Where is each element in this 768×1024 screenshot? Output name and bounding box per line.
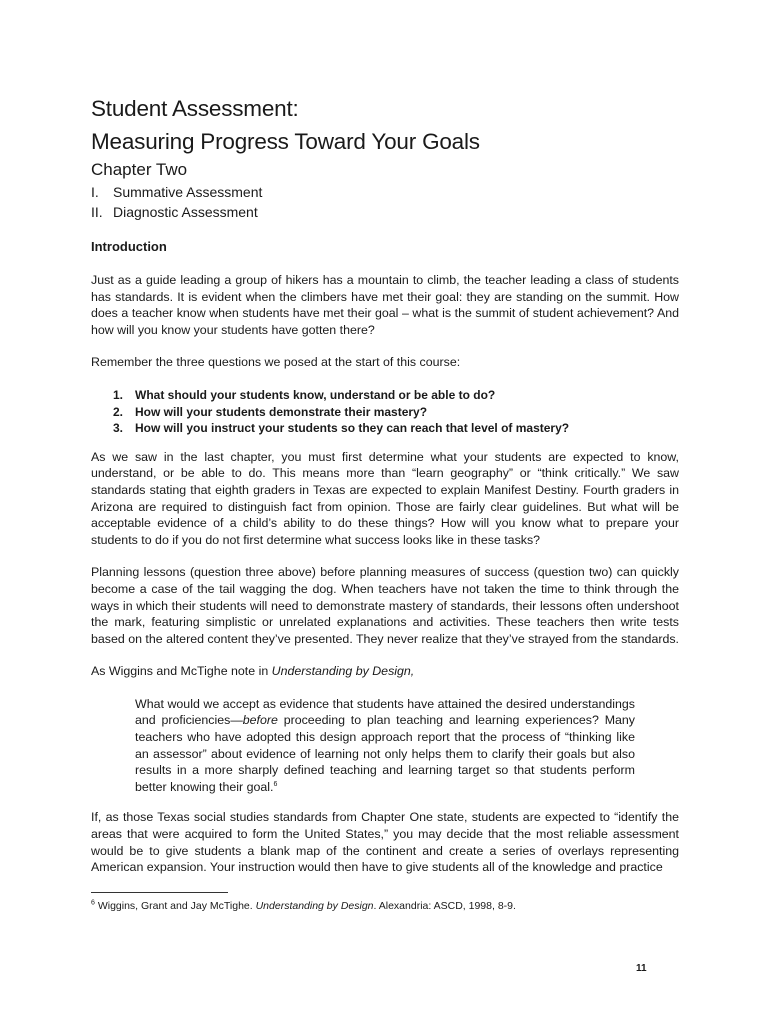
question-text: How will your students demonstrate their mastery?	[135, 404, 428, 419]
paragraph-5-lead: As Wiggins and McTighe note in	[91, 664, 272, 679]
quote-part-a: What would we accept as evidence that students have attained the desired understandings and proficiencies—	[135, 696, 635, 728]
chapter-label: Chapter Two	[91, 160, 188, 179]
question-number: 3.	[113, 421, 124, 436]
quote-part-b: proceeding to plan teaching and learning experiences? Many teachers who have adopted this design approach report that the process of “thinking like an assessor” about evidence of learning not only helps them to clarify their goals but also results in a more sharply defined teaching and learning target so that students perform better knowing their goal.	[135, 713, 635, 794]
toc-item-1	[91, 182, 679, 202]
quote-emphasis: before	[242, 713, 278, 728]
questions-list	[91, 387, 679, 437]
book-title: Understanding by Design,	[271, 664, 415, 679]
paragraph-6: If, as those Texas social studies standards from Chapter One state, students are expected to “identify the areas that were acquired to form the United States,” you may decide that the most reliable assessment would be to give students a blank map of the continent and create a series of overlays representing American expansion. Your instruction would then have to give students all of the knowledge and practice	[91, 810, 679, 875]
paragraph-3: As we saw in the last chapter, you must first determine what your students are expected to know, understand, or be able to do. This means more than “learn geography” or “think critically.” We saw standards stating that eighth graders in Texas are expected to explain Manifest Destiny. Fourth graders in Arizona are required to distinguish fact from opinion. Those are fairly clear guidelines. But what will be acceptable evidence of a child’s ability to do these things? How will you know what to prepare your students to do if you do not first determine what success looks like in these tasks?	[91, 449, 679, 547]
paragraph-4: Planning lessons (question three above) before planning measures of success (question two) can quickly become a case of the tail wagging the dog. When teachers have not taken the time to think through the ways in which their students will need to demonstrate mastery of standards, their lessons often undershoot the mark, featuring simplistic or unrelated explanations and activities. These teachers then write tests based on the altered content they’ve presented. They never realize that they’ve strayed from the standards.	[91, 565, 679, 646]
paragraph-5	[91, 663, 679, 680]
page-title-line-2: Measuring Progress Toward Your Goals	[91, 129, 480, 154]
footnote-tail: . Alexandria: ASCD, 1998, 8-9.	[373, 899, 516, 912]
footnote	[91, 899, 679, 913]
footnote-reference[interactable]: 6	[273, 780, 278, 788]
question-item-3	[91, 420, 679, 437]
question-item-2	[91, 404, 679, 421]
paragraph-1: Just as a guide leading a group of hikers has a mountain to climb, the teacher leading a class of students has standards. It is evident when the climbers have met their goal: they are standing on the summit. How does a teacher know when students have met their goal – what is the summit of student achievement? And how will you know your students have gotten there?	[91, 273, 679, 337]
toc-item-number: II.	[91, 204, 103, 220]
footnote-title: Understanding by Design	[255, 899, 374, 912]
question-text: How will you instruct your students so they can reach that level of mastery?	[135, 421, 570, 436]
question-item-1	[91, 387, 679, 404]
page-title-line-1: Student Assessment:	[91, 96, 299, 121]
question-number: 2.	[113, 404, 124, 419]
question-text: What should your students know, understand or be able to do?	[135, 387, 496, 402]
page-number: 11	[636, 963, 647, 974]
paragraph-2: Remember the three questions we posed at the start of this course:	[91, 355, 461, 370]
toc-item-label: Summative Assessment	[113, 184, 263, 200]
footnote-lead: Wiggins, Grant and Jay McTighe.	[94, 899, 256, 912]
toc-item-number: I.	[91, 184, 99, 200]
toc-item-2	[91, 202, 679, 222]
block-quote	[91, 696, 679, 796]
document-page	[91, 92, 679, 913]
section-heading-introduction: Introduction	[91, 239, 167, 254]
footnote-divider	[91, 892, 228, 893]
toc-item-label: Diagnostic Assessment	[113, 204, 258, 220]
question-number: 1.	[113, 387, 124, 402]
footnote-mark: 6	[91, 899, 95, 907]
